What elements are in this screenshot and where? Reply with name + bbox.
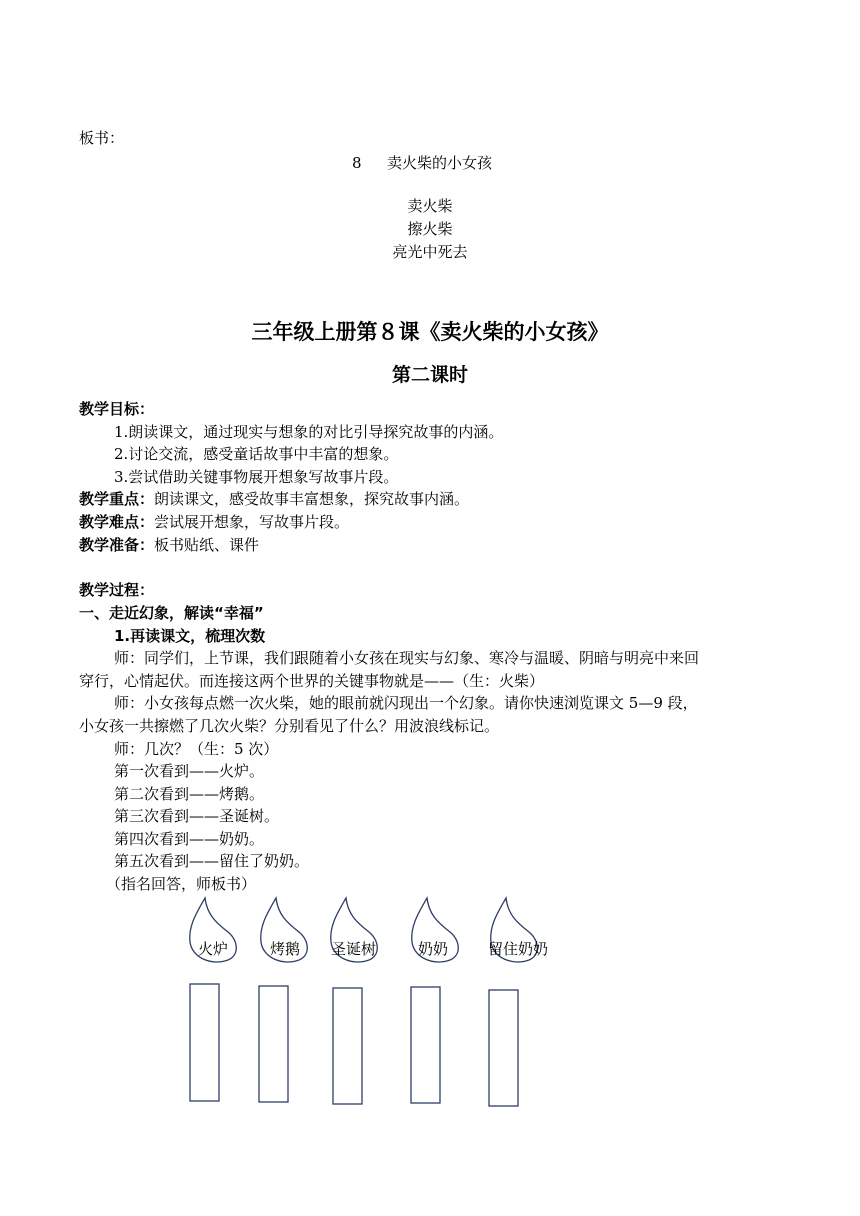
board-header: 板书： — [79, 129, 125, 147]
key-points-label: 教学重点： — [79, 490, 155, 508]
preparation-label: 教学准备： — [79, 536, 155, 554]
candle-label-1: 火炉 — [198, 940, 229, 958]
objective-2: 2.讨论交流，感受童话故事中丰富的想象。 — [114, 445, 399, 463]
answer-1: 第一次看到——火炉。 — [114, 762, 265, 780]
difficulties-label: 教学难点： — [79, 513, 155, 531]
objective-1: 1.朗读课文，通过现实与想象的对比引导探究故事的内涵。 — [114, 423, 504, 441]
candle-body — [489, 990, 518, 1106]
candle-2 — [259, 898, 307, 1102]
step-1-heading: 1.再读课文，梳理次数 — [114, 627, 266, 645]
candle-3 — [331, 898, 378, 1104]
difficulties-text: 尝试展开想象，写故事片段。 — [154, 513, 350, 531]
board-line-3: 亮光中死去 — [392, 243, 468, 261]
answer-5: 第五次看到——留住了奶奶。 — [114, 852, 310, 870]
candle-1 — [190, 898, 237, 1101]
objectives-label: 教学目标： — [79, 400, 155, 418]
paragraph-2-cont: 小女孩一共擦燃了几次火柴？分别看见了什么？用波浪线标记。 — [79, 717, 500, 735]
candle-body — [190, 984, 219, 1101]
lesson-subtitle: 第二课时 — [391, 364, 468, 386]
paragraph-2: 师：小女孩每点燃一次火柴，她的眼前就闪现出一个幻象。请你快速浏览课文 5—9 段， — [114, 694, 698, 712]
candle-body — [259, 986, 288, 1102]
board-note: （指名回答，师板书） — [106, 875, 257, 893]
candle-label-3: 圣诞树 — [331, 940, 377, 958]
answer-3: 第三次看到——圣诞树。 — [114, 807, 280, 825]
answer-2: 第二次看到——烤鹅。 — [114, 785, 265, 803]
candle-body — [411, 987, 440, 1103]
objective-3: 3.尝试借助关键事物展开想象写故事片段。 — [114, 468, 399, 486]
paragraph-1-cont: 穿行，心情起伏。而连接这两个世界的关键事物就是——（生：火柴） — [79, 672, 545, 690]
preparation-line — [79, 535, 259, 555]
candle-5 — [489, 898, 537, 1106]
candle-4 — [411, 898, 458, 1103]
board-line-1: 卖火柴 — [407, 197, 453, 215]
process-label: 教学过程： — [79, 581, 155, 599]
paragraph-1: 师：同学们，上节课，我们跟随着小女孩在现实与幻象、寒冷与温暖、阴暗与明亮中来回 — [114, 649, 700, 667]
lesson-title: 三年级上册第８课《卖火柴的小女孩》 — [251, 320, 609, 344]
board-title-number: 8 — [352, 154, 362, 172]
difficulties-line — [79, 512, 349, 532]
answer-4: 第四次看到——奶奶。 — [114, 830, 265, 848]
board-line-2: 擦火柴 — [407, 220, 453, 238]
section-1-heading: 一、走近幻象，解读“幸福” — [79, 604, 264, 622]
candle-body — [333, 988, 362, 1104]
board-title-text: 卖火柴的小女孩 — [387, 154, 493, 172]
candle-label-5: 留住奶奶 — [488, 940, 549, 958]
candle-label-2: 烤鹅 — [270, 940, 301, 958]
preparation-text: 板书贴纸、课件 — [154, 536, 260, 554]
key-points-text: 朗读课文，感受故事丰富想象，探究故事内涵。 — [154, 490, 470, 508]
paragraph-3: 师：几次？（生：5 次） — [114, 740, 279, 758]
candle-label-4: 奶奶 — [418, 940, 449, 958]
key-points-line — [79, 489, 469, 509]
